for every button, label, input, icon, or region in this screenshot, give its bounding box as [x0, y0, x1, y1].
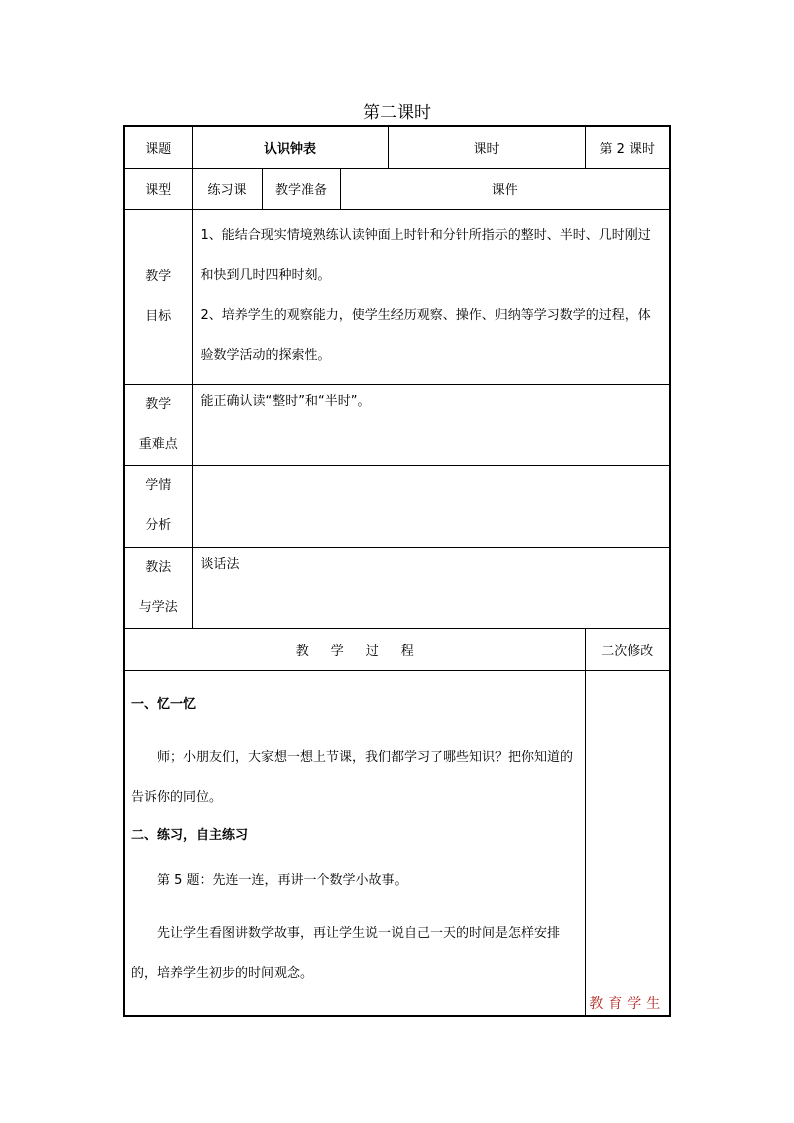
lesson-plan-table: [123, 125, 671, 1017]
label-goals: 教学 目标: [124, 209, 192, 384]
stamp-text: 教育学生: [589, 996, 666, 1012]
row-methods: [124, 547, 670, 628]
row-goals: [124, 209, 670, 384]
goal-item: 2、培养学生的观察能力，使学生经历观察、操作、归纳等学习数学的过程，体验数学活动的探索性。: [200, 307, 651, 363]
lesson-topic: 认识钟表: [192, 126, 388, 168]
lesson-type: 练习课: [192, 168, 262, 209]
revision-header: 二次修改: [585, 628, 670, 670]
lesson-period: 第 2 课时: [585, 126, 670, 168]
section-text: 师；小朋友们，大家想一想上节课，我们都学习了哪些知识？把你知道的告诉你的同位。: [131, 749, 574, 805]
row-key-points: [124, 384, 670, 465]
label-topic: 课题: [124, 126, 192, 168]
label-period: 课时: [388, 126, 585, 168]
label-methods: 教法 与学法: [124, 547, 192, 628]
analysis-content: [192, 465, 670, 547]
section-heading: 一、忆一忆: [131, 696, 197, 712]
revision-column: [585, 670, 670, 1016]
key-points-content: 能正确认读“整时”和“半时”。: [192, 384, 670, 465]
label-type: 课型: [124, 168, 192, 209]
methods-content: 谈话法: [192, 547, 670, 628]
row-process: [124, 670, 670, 1016]
page-title: 第二课时: [363, 103, 431, 123]
goal-item: 1、能结合现实情境熟练认读钟面上时针和分针所指示的整时、半时、几时刚过和快到几时四种时刻。: [200, 227, 651, 283]
section-text: 先让学生看图讲数学故事，再让学生说一说自己一天的时间是怎样安排的，培养学生初步的时间观念。: [131, 925, 561, 981]
goals-content: [192, 209, 670, 384]
label-analysis: 学情 分析: [124, 465, 192, 547]
label-key-points: 教学 重难点: [124, 384, 192, 465]
section-task: 第 5 题：先连一连，再讲一个数学小故事。: [157, 872, 408, 888]
process-header-title: 教学过程: [124, 628, 585, 670]
section-heading: 二、练习，自主练习: [131, 827, 249, 843]
row-topic: [124, 126, 670, 168]
row-type: [124, 168, 670, 209]
label-prep: 教学准备: [262, 168, 340, 209]
row-analysis: [124, 465, 670, 547]
row-process-header: [124, 628, 670, 670]
process-content: [124, 670, 585, 1016]
lesson-prep: 课件: [340, 168, 670, 209]
